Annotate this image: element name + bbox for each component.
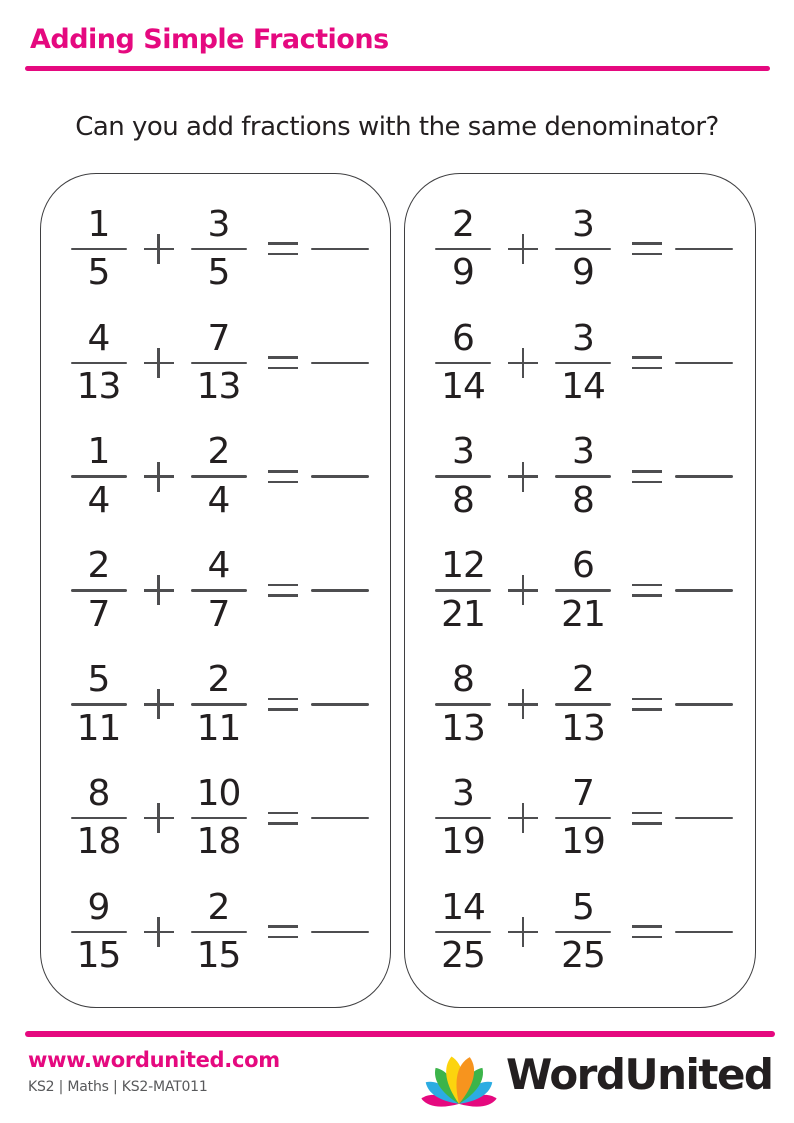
equals-sign	[268, 812, 298, 825]
second-fraction	[183, 431, 255, 521]
second-fraction	[183, 545, 255, 635]
numerator: 2	[572, 659, 594, 701]
numerator: 2	[207, 431, 230, 473]
denominator: 18	[196, 821, 241, 863]
fraction-problem-row	[41, 431, 390, 521]
answer-blank	[311, 589, 369, 592]
numerator: 3	[452, 431, 474, 473]
equals-sign	[632, 925, 662, 938]
first-fraction	[427, 772, 499, 863]
plus-sign	[508, 462, 538, 492]
fraction-bar	[435, 589, 491, 592]
plus-sign	[508, 917, 538, 947]
numerator: 8	[87, 772, 110, 814]
first-fraction	[427, 545, 499, 635]
denominator: 15	[196, 935, 241, 977]
fraction-bar	[555, 703, 611, 706]
fraction-bar	[191, 589, 247, 592]
fraction-problem-row	[405, 431, 755, 521]
first-fraction	[427, 317, 499, 408]
denominator: 18	[76, 821, 121, 863]
fraction-bar	[71, 248, 127, 251]
answer-blank	[675, 475, 733, 478]
second-fraction	[183, 203, 255, 294]
page-title: Adding Simple Fractions	[30, 24, 389, 55]
second-fraction	[547, 317, 619, 408]
numerator: 2	[207, 659, 230, 701]
answer-blank	[675, 362, 733, 365]
fraction-problem-row	[41, 659, 390, 749]
equals-sign	[632, 584, 662, 597]
denominator: 4	[207, 479, 230, 521]
plus-sign	[144, 917, 174, 947]
numerator: 3	[572, 431, 594, 473]
second-fraction	[547, 886, 619, 977]
equals-sign	[632, 698, 662, 711]
equals-sign	[632, 356, 662, 369]
denominator: 25	[561, 935, 605, 977]
plus-sign	[144, 575, 174, 605]
numerator: 10	[196, 772, 241, 814]
first-fraction	[63, 772, 135, 863]
denominator: 7	[87, 593, 110, 635]
plus-sign	[144, 689, 174, 719]
numerator: 5	[572, 886, 594, 928]
first-fraction	[427, 431, 499, 521]
denominator: 8	[452, 479, 474, 521]
second-fraction	[547, 772, 619, 863]
fraction-problem-row	[405, 317, 755, 408]
fraction-problem-row	[41, 772, 390, 863]
fraction-bar	[71, 362, 127, 365]
second-fraction	[183, 772, 255, 863]
denominator: 14	[561, 366, 605, 408]
numerator: 1	[87, 203, 110, 245]
denominator: 9	[572, 252, 594, 294]
fraction-bar	[435, 475, 491, 478]
numerator: 3	[452, 772, 474, 814]
second-fraction	[547, 431, 619, 521]
answer-blank	[311, 362, 369, 365]
fraction-bar	[555, 362, 611, 365]
fraction-bar	[191, 931, 247, 934]
equals-sign	[268, 584, 298, 597]
denominator: 21	[561, 593, 605, 635]
denominator: 11	[76, 707, 121, 749]
fraction-bar	[435, 248, 491, 251]
denominator: 8	[572, 479, 594, 521]
answer-blank	[675, 248, 733, 251]
plus-sign	[144, 348, 174, 378]
plus-sign	[144, 462, 174, 492]
first-fraction	[63, 431, 135, 521]
denominator: 9	[452, 252, 474, 294]
fraction-bar	[555, 248, 611, 251]
footer-website-link: www.wordunited.com	[28, 1048, 280, 1072]
first-fraction	[63, 317, 135, 408]
answer-blank	[675, 589, 733, 592]
fraction-problem-row	[405, 886, 755, 977]
fraction-problem-row	[405, 772, 755, 863]
denominator: 13	[441, 707, 485, 749]
fraction-bar	[71, 703, 127, 706]
first-fraction	[427, 659, 499, 749]
fraction-bar	[435, 362, 491, 365]
numerator: 1	[87, 431, 110, 473]
denominator: 15	[76, 935, 121, 977]
denominator: 7	[207, 593, 230, 635]
answer-blank	[311, 703, 369, 706]
equals-sign	[632, 812, 662, 825]
equals-sign	[268, 698, 298, 711]
equals-sign	[268, 925, 298, 938]
fraction-bar	[435, 931, 491, 934]
numerator: 2	[452, 203, 474, 245]
fraction-problem-row	[41, 886, 390, 977]
fraction-bar	[555, 817, 611, 820]
fraction-problem-row	[405, 659, 755, 749]
numerator: 7	[207, 317, 230, 359]
first-fraction	[63, 659, 135, 749]
numerator: 4	[207, 545, 230, 587]
fraction-bar	[191, 703, 247, 706]
answer-blank	[675, 931, 733, 934]
numerator: 14	[441, 886, 485, 928]
denominator: 11	[196, 707, 241, 749]
fraction-problem-row	[405, 545, 755, 635]
fraction-problem-row	[41, 317, 390, 408]
numerator: 2	[87, 545, 110, 587]
answer-blank	[675, 703, 733, 706]
numerator: 3	[207, 203, 230, 245]
numerator: 2	[207, 886, 230, 928]
denominator: 5	[87, 252, 110, 294]
denominator: 19	[561, 821, 605, 863]
fraction-bar	[191, 248, 247, 251]
plus-sign	[144, 803, 174, 833]
numerator: 5	[87, 659, 110, 701]
numerator: 12	[441, 545, 485, 587]
footer-rule	[25, 1031, 775, 1037]
fraction-bar	[71, 817, 127, 820]
numerator: 7	[572, 772, 594, 814]
question-text: Can you add fractions with the same denominator?	[75, 112, 719, 142]
numerator: 9	[87, 886, 110, 928]
denominator: 4	[87, 479, 110, 521]
equals-sign	[268, 242, 298, 255]
plus-sign	[508, 234, 538, 264]
fraction-bar	[191, 817, 247, 820]
numerator: 6	[452, 317, 474, 359]
second-fraction	[183, 317, 255, 408]
second-fraction	[547, 545, 619, 635]
second-fraction	[183, 659, 255, 749]
denominator: 19	[441, 821, 485, 863]
first-fraction	[63, 203, 135, 294]
fraction-bar	[71, 589, 127, 592]
plus-sign	[144, 234, 174, 264]
fraction-bar	[555, 931, 611, 934]
title-underline-rule	[25, 66, 770, 71]
first-fraction	[63, 545, 135, 635]
first-fraction	[63, 886, 135, 977]
denominator: 13	[76, 366, 121, 408]
fraction-problem-row	[405, 203, 755, 294]
fraction-bar	[555, 589, 611, 592]
denominator: 25	[441, 935, 485, 977]
answer-blank	[311, 248, 369, 251]
answer-blank	[675, 817, 733, 820]
denominator: 13	[561, 707, 605, 749]
fraction-bar	[555, 475, 611, 478]
fraction-bar	[71, 931, 127, 934]
first-fraction	[427, 203, 499, 294]
plus-sign	[508, 348, 538, 378]
numerator: 3	[572, 317, 594, 359]
fraction-bar	[71, 475, 127, 478]
equals-sign	[632, 470, 662, 483]
plus-sign	[508, 803, 538, 833]
denominator: 14	[441, 366, 485, 408]
footer-reference-text: KS2 | Maths | KS2-MAT011	[28, 1079, 208, 1095]
plus-sign	[508, 575, 538, 605]
first-fraction	[427, 886, 499, 977]
problems-box-left	[40, 173, 391, 1008]
second-fraction	[547, 203, 619, 294]
answer-blank	[311, 931, 369, 934]
equals-sign	[268, 470, 298, 483]
fraction-problem-row	[41, 203, 390, 294]
plus-sign	[508, 689, 538, 719]
fraction-problem-row	[41, 545, 390, 635]
fraction-bar	[191, 475, 247, 478]
denominator: 5	[207, 252, 230, 294]
second-fraction	[547, 659, 619, 749]
numerator: 3	[572, 203, 594, 245]
problems-box-right	[404, 173, 756, 1008]
numerator: 6	[572, 545, 594, 587]
fraction-bar	[435, 817, 491, 820]
denominator: 13	[196, 366, 241, 408]
fraction-bar	[435, 703, 491, 706]
fan-of-leaves-icon	[416, 1046, 502, 1108]
equals-sign	[268, 356, 298, 369]
answer-blank	[311, 817, 369, 820]
second-fraction	[183, 886, 255, 977]
fraction-bar	[191, 362, 247, 365]
denominator: 21	[441, 593, 485, 635]
equals-sign	[632, 242, 662, 255]
answer-blank	[311, 475, 369, 478]
brand-name: WordUnited	[506, 1050, 773, 1099]
numerator: 8	[452, 659, 474, 701]
numerator: 4	[87, 317, 110, 359]
